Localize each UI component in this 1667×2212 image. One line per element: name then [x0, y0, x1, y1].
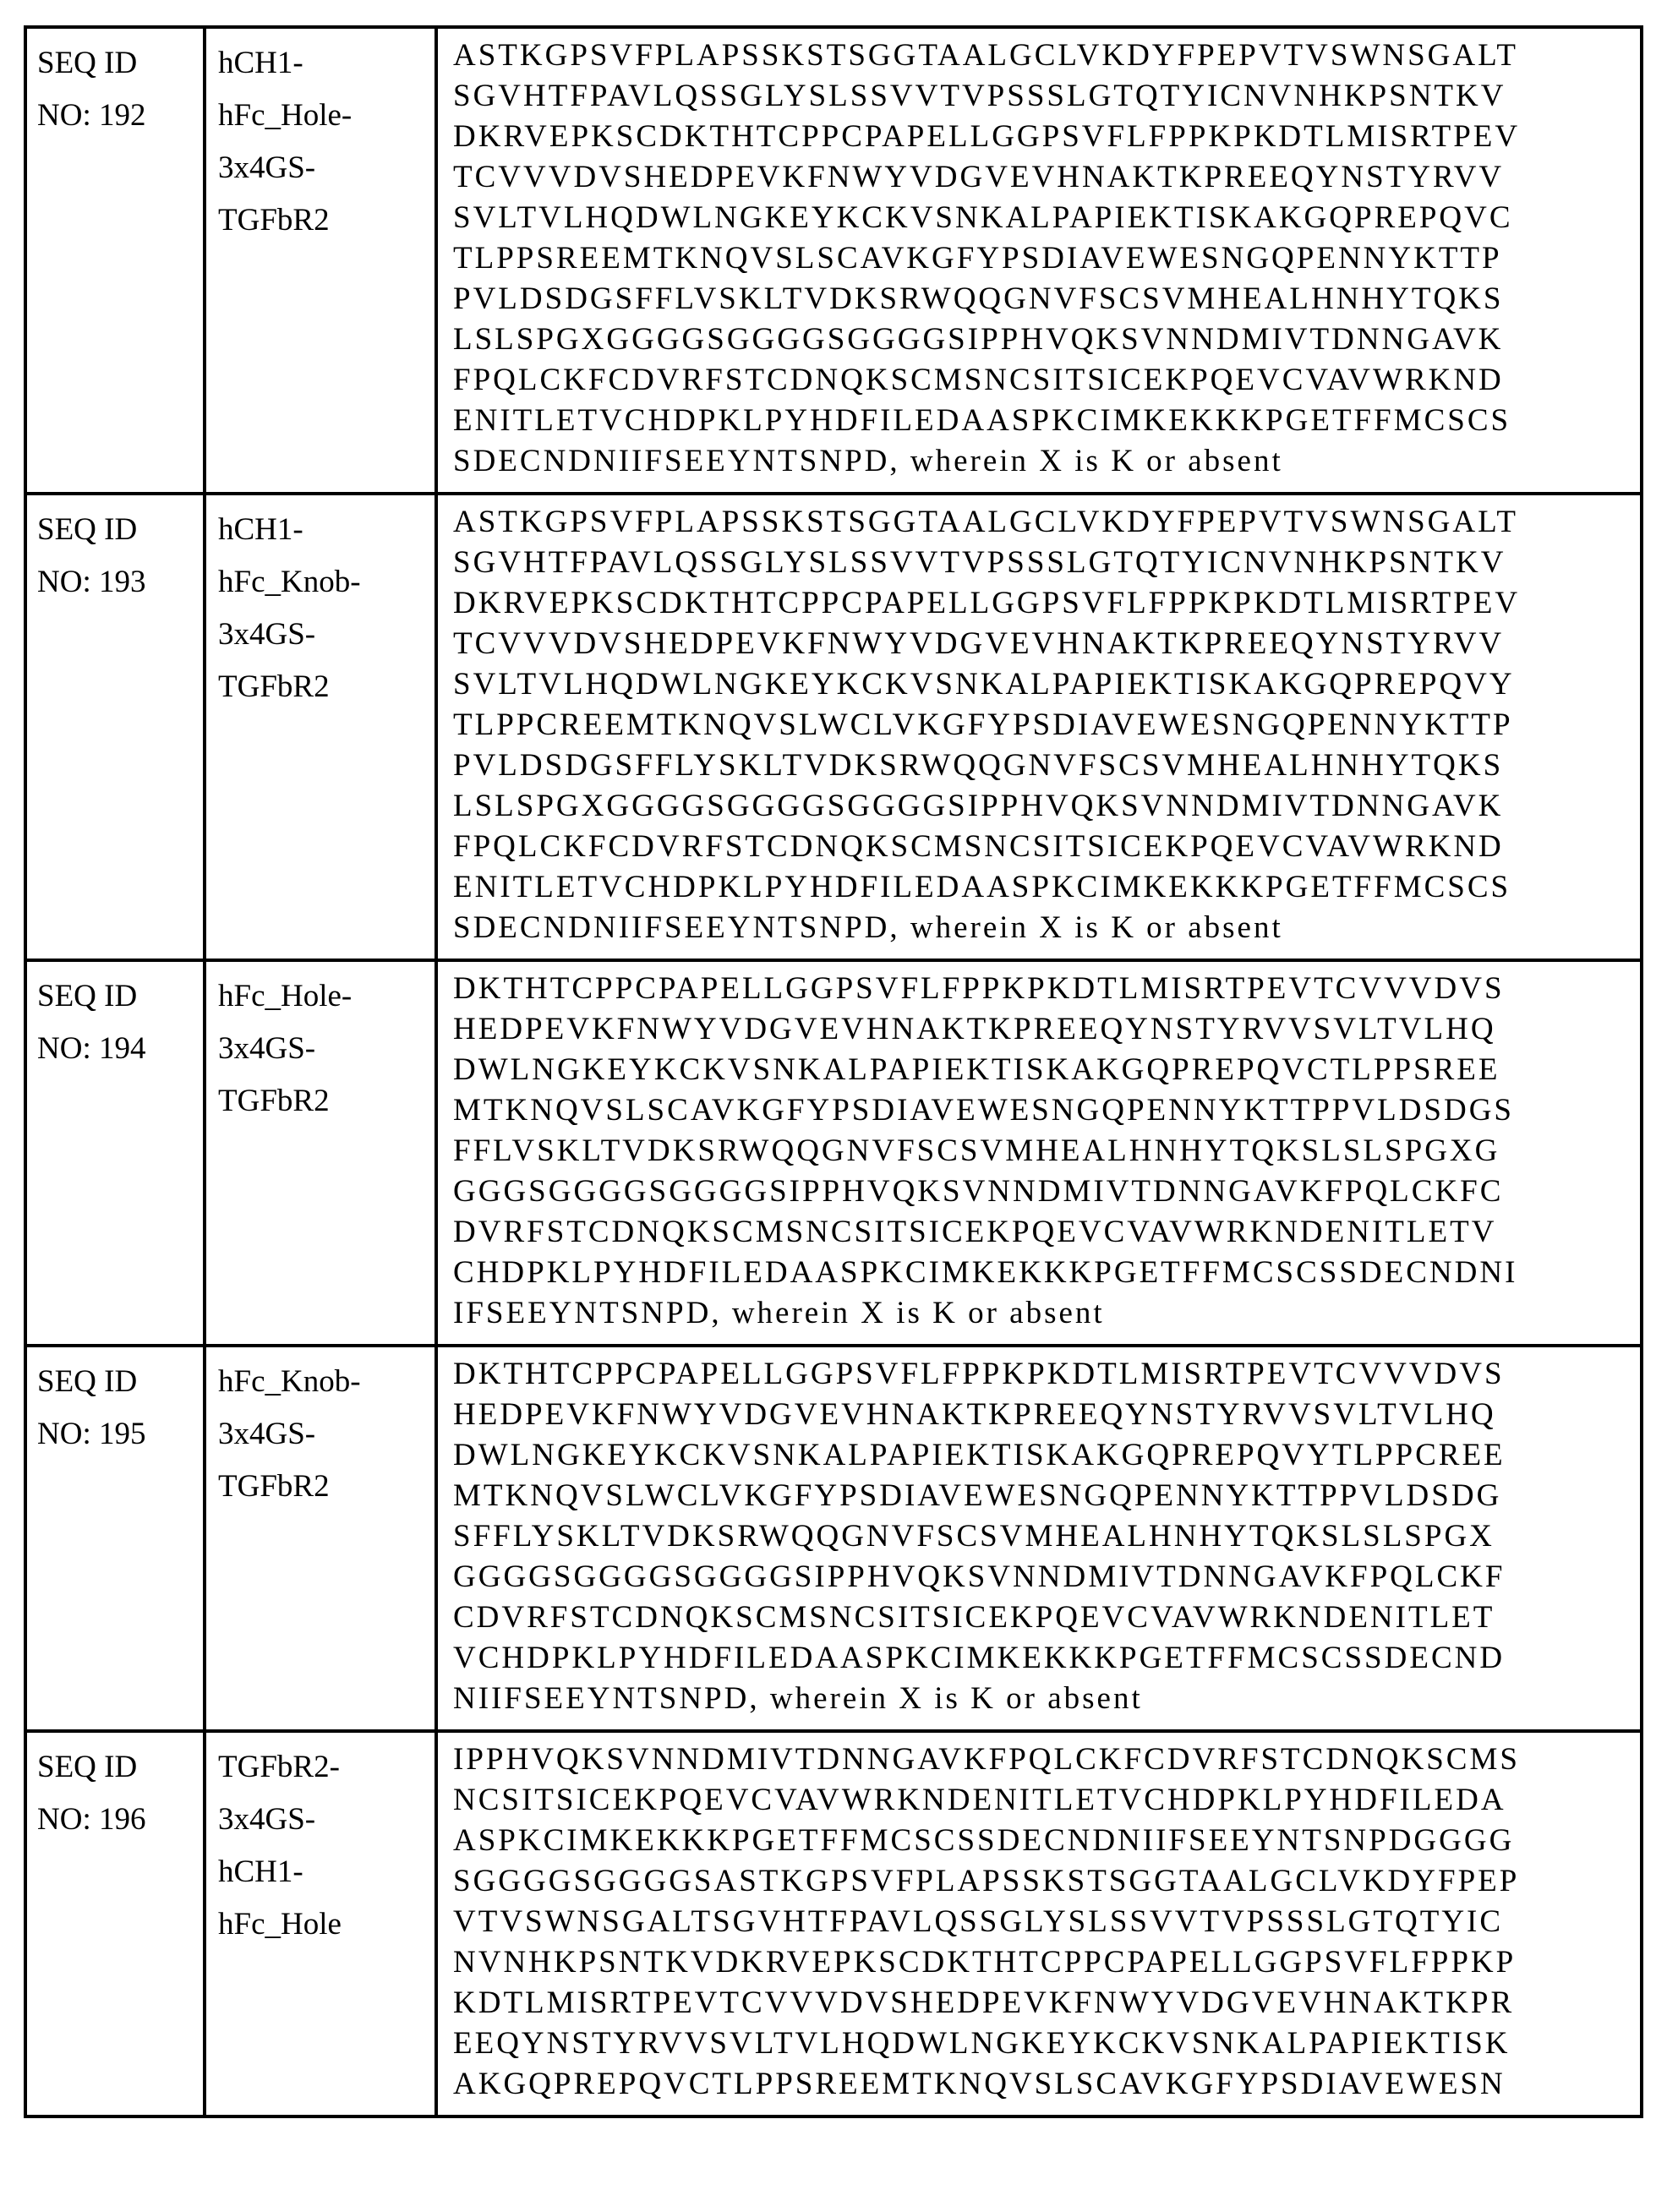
sequence-cell — [436, 27, 1642, 494]
sequence-line: ASTKGPSVFPLAPSSKSTSGGTAALGCLVKDYFPEPVTVSWNSGALT — [453, 38, 1518, 73]
sequence-line: ASPKCIMKEKKKPGETFFMCSCSSDECNDNIIFSEEYNTSNPDGGGG — [453, 1823, 1515, 1858]
sequence-line: KDTLMISRTPEVTCVVVDVSHEDPEVKFNWYVDGVEVHNAKTKPR — [453, 1985, 1515, 2020]
sequence-line: FPQLCKFCDVRFSTCDNQKSCMSNCSITSICEKPQEVCVAVWRKND — [453, 829, 1504, 864]
sequence-line: DKRVEPKSCDKTHTCPPCPAPELLGGPSVFLFPPKPKDTLMISRTPEV — [453, 586, 1521, 620]
sequence-line: HEDPEVKFNWYVDGVEVHNAKTKPREEQYNSTYRVVSVLTVLHQ — [453, 1012, 1496, 1046]
sequence-line: SGGGGSGGGGSASTKGPSVFPLAPSSKSTSGGTAALGCLVKDYFPEP — [453, 1864, 1520, 1898]
sequence-table — [24, 25, 1643, 2118]
sequence-cell — [436, 960, 1642, 1346]
construct-name-line: TGFbR2 — [218, 1469, 330, 1504]
seq-id-cell — [25, 960, 205, 1346]
sequence-cell — [436, 1731, 1642, 2116]
sequence-line: FPQLCKFCDVRFSTCDNQKSCMSNCSITSICEKPQEVCVAVWRKND — [453, 363, 1504, 397]
sequence-line: SGVHTFPAVLQSSGLYSLSSVVTVPSSSLGTQTYICNVNHKPSNTKV — [453, 79, 1506, 113]
sequence-line: SVLTVLHQDWLNGKEYKCKVSNKALPAPIEKTISKAKGQPREPQVY — [453, 667, 1515, 702]
construct-name-line: 3x4GS- — [218, 1802, 316, 1837]
sequence-line: EEQYNSTYRVVSVLTVLHQDWLNGKEYKCKVSNKALPAPIEKTISK — [453, 2026, 1511, 2061]
seq-id-line: SEQ ID — [37, 46, 138, 80]
sequence-line: ENITLETVCHDPKLPYHDFILEDAASPKCIMKEKKKPGETFFMCSCS — [453, 870, 1511, 904]
sequence-line: NIIFSEEYNTSNPD, wherein X is K or absent — [453, 1681, 1143, 1716]
table-row — [25, 1346, 1642, 1731]
seq-id-cell — [25, 1731, 205, 2116]
construct-name-line: TGFbR2 — [218, 203, 330, 238]
sequence-line: ENITLETVCHDPKLPYHDFILEDAASPKCIMKEKKKPGETFFMCSCS — [453, 403, 1511, 438]
sequence-line: LSLSPGXGGGGSGGGGSGGGGSIPPHVQKSVNNDMIVTDNNGAVK — [453, 789, 1504, 823]
sequence-line: HEDPEVKFNWYVDGVEVHNAKTKPREEQYNSTYRVVSVLTVLHQ — [453, 1397, 1496, 1432]
sequence-line: DWLNGKEYKCKVSNKALPAPIEKTISKAKGQPREPQVYTLPPCREE — [453, 1438, 1506, 1472]
table-row — [25, 1731, 1642, 2116]
sequence-line: CDVRFSTCDNQKSCMSNCSITSICEKPQEVCVAVWRKNDENITLET — [453, 1600, 1495, 1635]
construct-name-line: hFc_Knob- — [218, 565, 361, 599]
seq-id-line: SEQ ID — [37, 1364, 138, 1399]
construct-name-cell — [205, 494, 436, 960]
sequence-line: NVNHKPSNTKVDKRVEPKSCDKTHTCPPCPAPELLGGPSVFLFPPKP — [453, 1945, 1517, 1980]
construct-name-cell — [205, 27, 436, 494]
sequence-line: PVLDSDGSFFLVSKLTVDKSRWQQGNVFSCSVMHEALHNHYTQKS — [453, 281, 1504, 316]
seq-id-line: NO: 192 — [37, 98, 146, 133]
sequence-line: MTKNQVSLWCLVKGFYPSDIAVEWESNGQPENNYKTTPPVLDSDG — [453, 1478, 1502, 1513]
construct-name-line: TGFbR2- — [218, 1750, 340, 1784]
construct-name-line: TGFbR2 — [218, 1084, 330, 1118]
sequence-line: DKRVEPKSCDKTHTCPPCPAPELLGGPSVFLFPPKPKDTLMISRTPEV — [453, 119, 1521, 154]
seq-id-cell — [25, 494, 205, 960]
sequence-line: SDECNDNIIFSEEYNTSNPD, wherein X is K or absent — [453, 910, 1283, 945]
sequence-line: NCSITSICEKPQEVCVAVWRKNDENITLETVCHDPKLPYHDFILEDA — [453, 1783, 1506, 1817]
construct-name-line: hFc_Hole- — [218, 98, 353, 133]
construct-name-line: hFc_Knob- — [218, 1364, 361, 1399]
sequence-cell — [436, 494, 1642, 960]
sequence-line: DVRFSTCDNQKSCMSNCSITSICEKPQEVCVAVWRKNDENITLETV — [453, 1215, 1497, 1249]
construct-name-line: 3x4GS- — [218, 1417, 316, 1451]
sequence-line: DKTHTCPPCPAPELLGGPSVFLFPPKPKDTLMISRTPEVTCVVVDVS — [453, 971, 1505, 1006]
sequence-line: SGVHTFPAVLQSSGLYSLSSVVTVPSSSLGTQTYICNVNHKPSNTKV — [453, 545, 1506, 580]
sequence-line: VCHDPKLPYHDFILEDAASPKCIMKEKKKPGETFFMCSCSSDECND — [453, 1641, 1506, 1675]
sequence-line: DWLNGKEYKCKVSNKALPAPIEKTISKAKGQPREPQVCTLPPSREE — [453, 1052, 1500, 1087]
seq-id-line: NO: 196 — [37, 1802, 146, 1837]
sequence-line: PVLDSDGSFFLYSKLTVDKSRWQQGNVFSCSVMHEALHNHYTQKS — [453, 748, 1504, 783]
seq-id-line: NO: 195 — [37, 1417, 146, 1451]
construct-name-cell — [205, 960, 436, 1346]
seq-id-line: NO: 193 — [37, 565, 146, 599]
sequence-line: LSLSPGXGGGGSGGGGSGGGGSIPPHVQKSVNNDMIVTDNNGAVK — [453, 322, 1504, 357]
sequence-line: FFLVSKLTVDKSRWQQGNVFSCSVMHEALHNHYTQKSLSLSPGXG — [453, 1133, 1500, 1168]
sequence-line: AKGQPREPQVCTLPPSREEMTKNQVSLSCAVKGFYPSDIAVEWESN — [453, 2067, 1506, 2101]
construct-name-line: hCH1- — [218, 1854, 303, 1889]
construct-name-line: hCH1- — [218, 46, 303, 80]
sequence-line: IFSEEYNTSNPD, wherein X is K or absent — [453, 1296, 1105, 1330]
construct-name-line: hFc_Hole- — [218, 979, 353, 1013]
sequence-line: MTKNQVSLSCAVKGFYPSDIAVEWESNGQPENNYKTTPPVLDSDGS — [453, 1093, 1515, 1128]
sequence-line: TLPPCREEMTKNQVSLWCLVKGFYPSDIAVEWESNGQPENNYKTTP — [453, 707, 1513, 742]
sequence-cell — [436, 1346, 1642, 1731]
sequence-line: SFFLYSKLTVDKSRWQQGNVFSCSVMHEALHNHYTQKSLSLSPGX — [453, 1519, 1495, 1554]
sequence-line: SDECNDNIIFSEEYNTSNPD, wherein X is K or absent — [453, 444, 1283, 478]
seq-id-line: NO: 194 — [37, 1031, 146, 1066]
table-row — [25, 960, 1642, 1346]
construct-name-cell — [205, 1731, 436, 2116]
sequence-line: IPPHVQKSVNNDMIVTDNNGAVKFPQLCKFCDVRFSTCDNQKSCMS — [453, 1742, 1520, 1777]
construct-name-cell — [205, 1346, 436, 1731]
sequence-line: ASTKGPSVFPLAPSSKSTSGGTAALGCLVKDYFPEPVTVSWNSGALT — [453, 505, 1518, 539]
table-row — [25, 494, 1642, 960]
table-row — [25, 27, 1642, 494]
construct-name-line: TGFbR2 — [218, 669, 330, 704]
construct-name-line: 3x4GS- — [218, 150, 316, 185]
seq-id-line: SEQ ID — [37, 1750, 138, 1784]
sequence-line: TCVVVDVSHEDPEVKFNWYVDGVEVHNAKTKPREEQYNSTYRVV — [453, 626, 1505, 661]
sequence-table-body — [25, 27, 1642, 2116]
sequence-line: CHDPKLPYHDFILEDAASPKCIMKEKKKPGETFFMCSCSSDECNDNI — [453, 1255, 1518, 1290]
seq-id-line: SEQ ID — [37, 512, 138, 547]
sequence-line: SVLTVLHQDWLNGKEYKCKVSNKALPAPIEKTISKAKGQPREPQVC — [453, 200, 1513, 235]
sequence-line: DKTHTCPPCPAPELLGGPSVFLFPPKPKDTLMISRTPEVTCVVVDVS — [453, 1357, 1505, 1391]
sequence-line: GGGSGGGGSGGGGSIPPHVQKSVNNDMIVTDNNGAVKFPQLCKFC — [453, 1174, 1504, 1209]
sequence-line: VTVSWNSGALTSGVHTFPAVLQSSGLYSLSSVVTVPSSSLGTQTYIC — [453, 1904, 1504, 1939]
seq-id-line: SEQ ID — [37, 979, 138, 1013]
sequence-line: GGGGSGGGGSGGGGSIPPHVQKSVNNDMIVTDNNGAVKFPQLCKF — [453, 1559, 1506, 1594]
construct-name-line: 3x4GS- — [218, 1031, 316, 1066]
construct-name-line: hFc_Hole — [218, 1907, 342, 1942]
seq-id-cell — [25, 27, 205, 494]
seq-id-cell — [25, 1346, 205, 1731]
construct-name-line: hCH1- — [218, 512, 303, 547]
sequence-line: TLPPSREEMTKNQVSLSCAVKGFYPSDIAVEWESNGQPENNYKTTP — [453, 241, 1502, 276]
sequence-line: TCVVVDVSHEDPEVKFNWYVDGVEVHNAKTKPREEQYNSTYRVV — [453, 160, 1505, 194]
construct-name-line: 3x4GS- — [218, 617, 316, 652]
